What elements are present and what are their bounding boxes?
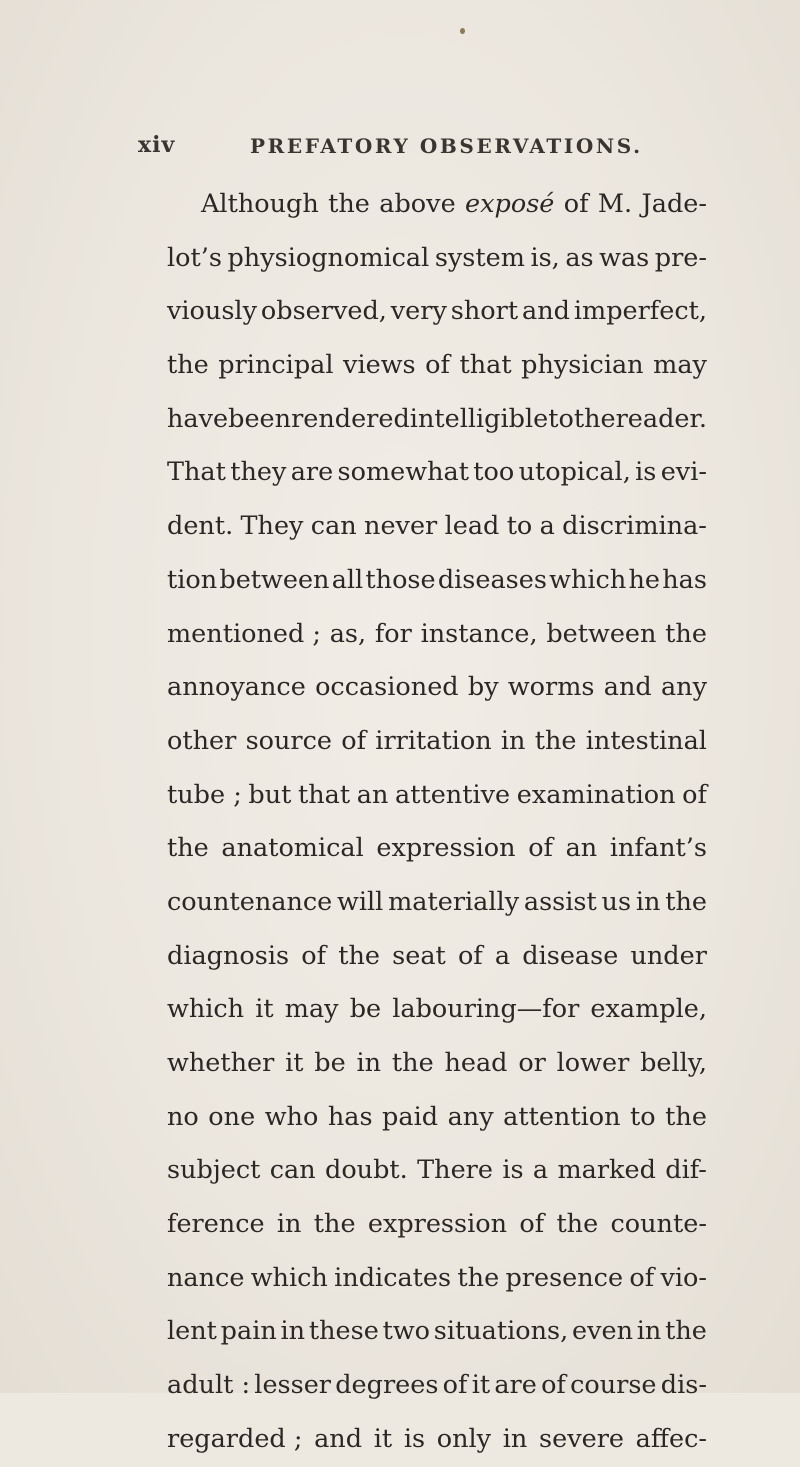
word: other	[167, 725, 237, 756]
word: whether	[167, 1048, 275, 1078]
word: of	[301, 940, 327, 971]
word: a	[494, 940, 511, 971]
body-paragraph	[167, 178, 707, 1467]
word: source	[245, 725, 332, 756]
word: They	[240, 511, 304, 542]
text-line	[167, 608, 707, 662]
word: been	[228, 403, 292, 434]
word: course	[570, 1370, 657, 1401]
text-line	[167, 715, 707, 769]
running-head	[138, 128, 698, 168]
word: dent.	[167, 511, 234, 542]
word: of	[442, 1370, 468, 1401]
word: the	[328, 189, 370, 219]
word: rendered	[291, 403, 410, 434]
word: short	[450, 296, 519, 327]
word: counte-	[610, 1209, 707, 1240]
word: an	[356, 779, 389, 810]
word: has	[662, 564, 707, 595]
word: as,	[329, 618, 367, 649]
word: between	[546, 618, 657, 649]
word: degrees	[335, 1370, 439, 1401]
text-line	[167, 1091, 707, 1145]
word: situations,	[433, 1316, 569, 1347]
word: it	[373, 1423, 393, 1454]
word: principal	[218, 350, 334, 381]
word: the	[665, 1316, 707, 1347]
word: no	[167, 1101, 199, 1132]
word: dis-	[660, 1370, 707, 1401]
word: can	[310, 511, 357, 542]
word: it	[471, 1370, 491, 1401]
word: of	[682, 779, 707, 810]
word: of	[563, 189, 589, 219]
word: paid	[382, 1101, 439, 1132]
running-title: PREFATORY OBSERVATIONS.	[250, 134, 643, 158]
word: tube ;	[167, 779, 242, 810]
word: indicates	[334, 1262, 452, 1293]
word: seat	[392, 940, 446, 971]
word: an	[565, 833, 598, 864]
word: diagnosis	[167, 940, 290, 971]
word: the	[313, 1209, 356, 1240]
text-line	[167, 661, 707, 715]
word: physician	[521, 350, 644, 381]
word: worms	[507, 672, 595, 703]
word: the	[167, 350, 209, 381]
word: which	[250, 1262, 328, 1293]
word: in	[636, 1316, 662, 1347]
word: of	[457, 940, 483, 971]
word: lower	[556, 1048, 630, 1078]
word: he	[628, 564, 660, 595]
word: may	[284, 994, 339, 1025]
word: affec-	[635, 1423, 707, 1454]
word: a	[532, 1155, 549, 1186]
word: the	[556, 1209, 599, 1240]
word: too	[473, 457, 515, 488]
word: it	[285, 1048, 304, 1078]
word: reader.	[615, 403, 708, 434]
word: to	[630, 1101, 656, 1132]
word: be	[314, 1048, 346, 1078]
word: exposé	[465, 189, 555, 219]
word: and	[522, 296, 570, 327]
word: adult :	[167, 1370, 251, 1401]
word: belly,	[640, 1048, 707, 1078]
word: in	[356, 1048, 382, 1078]
word: in	[635, 886, 661, 917]
paper-speck	[460, 28, 465, 34]
word: are	[290, 457, 334, 488]
word: attentive	[395, 779, 511, 810]
word: intestinal	[585, 725, 707, 756]
word: That	[167, 457, 226, 488]
word: marked	[557, 1155, 656, 1186]
text-line	[167, 1252, 707, 1306]
text-line	[167, 769, 707, 823]
word: discrimina-	[562, 511, 707, 542]
word: is,	[530, 242, 560, 273]
word: which	[167, 994, 245, 1025]
word: disease	[522, 940, 619, 971]
word: as	[565, 242, 594, 273]
word: pain	[220, 1316, 277, 1347]
text-line	[167, 393, 707, 447]
word: materially	[388, 886, 520, 917]
word: tion	[167, 564, 218, 595]
word: which	[549, 564, 627, 595]
word: are	[494, 1370, 537, 1401]
word: lent	[167, 1316, 217, 1347]
word: of	[519, 1209, 545, 1240]
word: somewhat	[337, 457, 469, 488]
word: ference	[167, 1209, 265, 1240]
word: in	[276, 1209, 302, 1240]
word: above	[379, 189, 456, 219]
word: the	[167, 833, 209, 864]
word: the	[665, 1101, 707, 1132]
word: annoyance	[167, 672, 306, 703]
word: they	[230, 457, 287, 488]
word: and	[603, 672, 652, 703]
word: viously	[167, 296, 257, 327]
word: who	[264, 1101, 319, 1132]
word: doubt.	[325, 1155, 408, 1186]
word: those	[365, 564, 436, 595]
word: of	[425, 350, 450, 381]
word: the	[338, 940, 380, 971]
word: of	[541, 1370, 566, 1401]
word: of	[629, 1262, 655, 1293]
word: the	[665, 886, 707, 917]
word: only	[436, 1423, 492, 1454]
word: regarded ;	[167, 1423, 303, 1454]
word: expression	[367, 1209, 508, 1240]
word: for	[374, 618, 412, 649]
word: is	[403, 1423, 426, 1454]
word: infant’s	[609, 833, 707, 864]
word: under	[630, 940, 707, 971]
word: the	[391, 1048, 434, 1078]
word: diseases	[437, 564, 547, 595]
word: lot’s	[167, 242, 222, 273]
word: occasioned	[315, 672, 459, 703]
word: lead	[444, 511, 500, 542]
word: imperfect,	[573, 296, 707, 327]
word: is	[635, 457, 657, 488]
word: Jade-	[641, 189, 707, 219]
word: intelligible	[409, 403, 549, 434]
word: of	[528, 833, 553, 864]
text-line	[167, 339, 707, 393]
text-line	[167, 554, 707, 608]
word: have	[167, 403, 229, 434]
word: may	[653, 350, 707, 381]
word: can	[269, 1155, 316, 1186]
text-line	[167, 446, 707, 500]
word: between	[219, 564, 330, 595]
word: in	[500, 725, 526, 756]
word: presence	[505, 1262, 624, 1293]
text-line	[167, 1305, 707, 1359]
word: even	[572, 1316, 634, 1347]
text-line	[167, 1413, 707, 1467]
word: was	[599, 242, 650, 273]
word: vio-	[660, 1262, 707, 1293]
word: all	[331, 564, 364, 595]
word: pre-	[654, 242, 707, 273]
word: these	[308, 1316, 379, 1347]
word: any	[447, 1101, 494, 1132]
word: a	[539, 511, 555, 542]
word: anatomical	[221, 833, 364, 864]
word: or	[518, 1048, 546, 1078]
text-line	[167, 1359, 707, 1413]
word: but	[248, 779, 292, 810]
word: and	[314, 1423, 363, 1454]
word: head	[444, 1048, 508, 1078]
text-line	[167, 1037, 707, 1091]
text-line	[167, 500, 707, 554]
word: it	[255, 994, 274, 1025]
word: of	[341, 725, 367, 756]
word: one	[208, 1101, 256, 1132]
word: labouring—for	[392, 994, 580, 1025]
text-line	[167, 876, 707, 930]
word: that	[459, 350, 512, 381]
text-line	[167, 285, 707, 339]
word: the	[534, 725, 577, 756]
text-line	[167, 822, 707, 876]
word: will	[337, 886, 384, 917]
word: expression	[376, 833, 516, 864]
word: attention	[503, 1101, 621, 1132]
word: countenance	[167, 886, 333, 917]
word: lesser	[254, 1370, 331, 1401]
word: never	[364, 511, 438, 542]
word: be	[349, 994, 382, 1025]
word: views	[343, 350, 416, 381]
word: the	[665, 618, 707, 649]
word: irritation	[375, 725, 492, 756]
word: physiognomical	[227, 242, 430, 273]
word: assist	[523, 886, 597, 917]
word: system	[434, 242, 525, 273]
word: examination	[516, 779, 676, 810]
text-line	[167, 1144, 707, 1198]
text-line	[167, 232, 707, 286]
word: is	[502, 1155, 524, 1186]
word: us	[601, 886, 632, 917]
word: in	[502, 1423, 528, 1454]
word: that	[298, 779, 351, 810]
word: example,	[590, 994, 707, 1025]
text-line	[167, 983, 707, 1037]
word: observed,	[260, 296, 387, 327]
word: the	[457, 1262, 500, 1293]
word: to	[506, 511, 533, 542]
word: mentioned ;	[167, 618, 321, 649]
word: to	[548, 403, 574, 434]
text-line	[167, 178, 707, 232]
word: by	[467, 672, 499, 703]
text-line	[167, 930, 707, 984]
page-number: xiv	[138, 132, 176, 158]
word: utopical,	[518, 457, 631, 488]
word: There	[417, 1155, 493, 1186]
word: in	[280, 1316, 306, 1347]
word: dif-	[665, 1155, 707, 1186]
word: Although	[201, 189, 319, 219]
word: nance	[167, 1262, 245, 1293]
word: the	[573, 403, 616, 434]
word: severe	[539, 1423, 624, 1454]
text-line	[167, 1198, 707, 1252]
word: two	[382, 1316, 431, 1347]
word: instance,	[420, 618, 538, 649]
word: has	[327, 1101, 373, 1132]
word: M.	[597, 189, 633, 219]
word: any	[660, 672, 707, 703]
word: very	[390, 296, 447, 327]
word: subject	[167, 1155, 261, 1186]
word: evi-	[660, 457, 707, 488]
